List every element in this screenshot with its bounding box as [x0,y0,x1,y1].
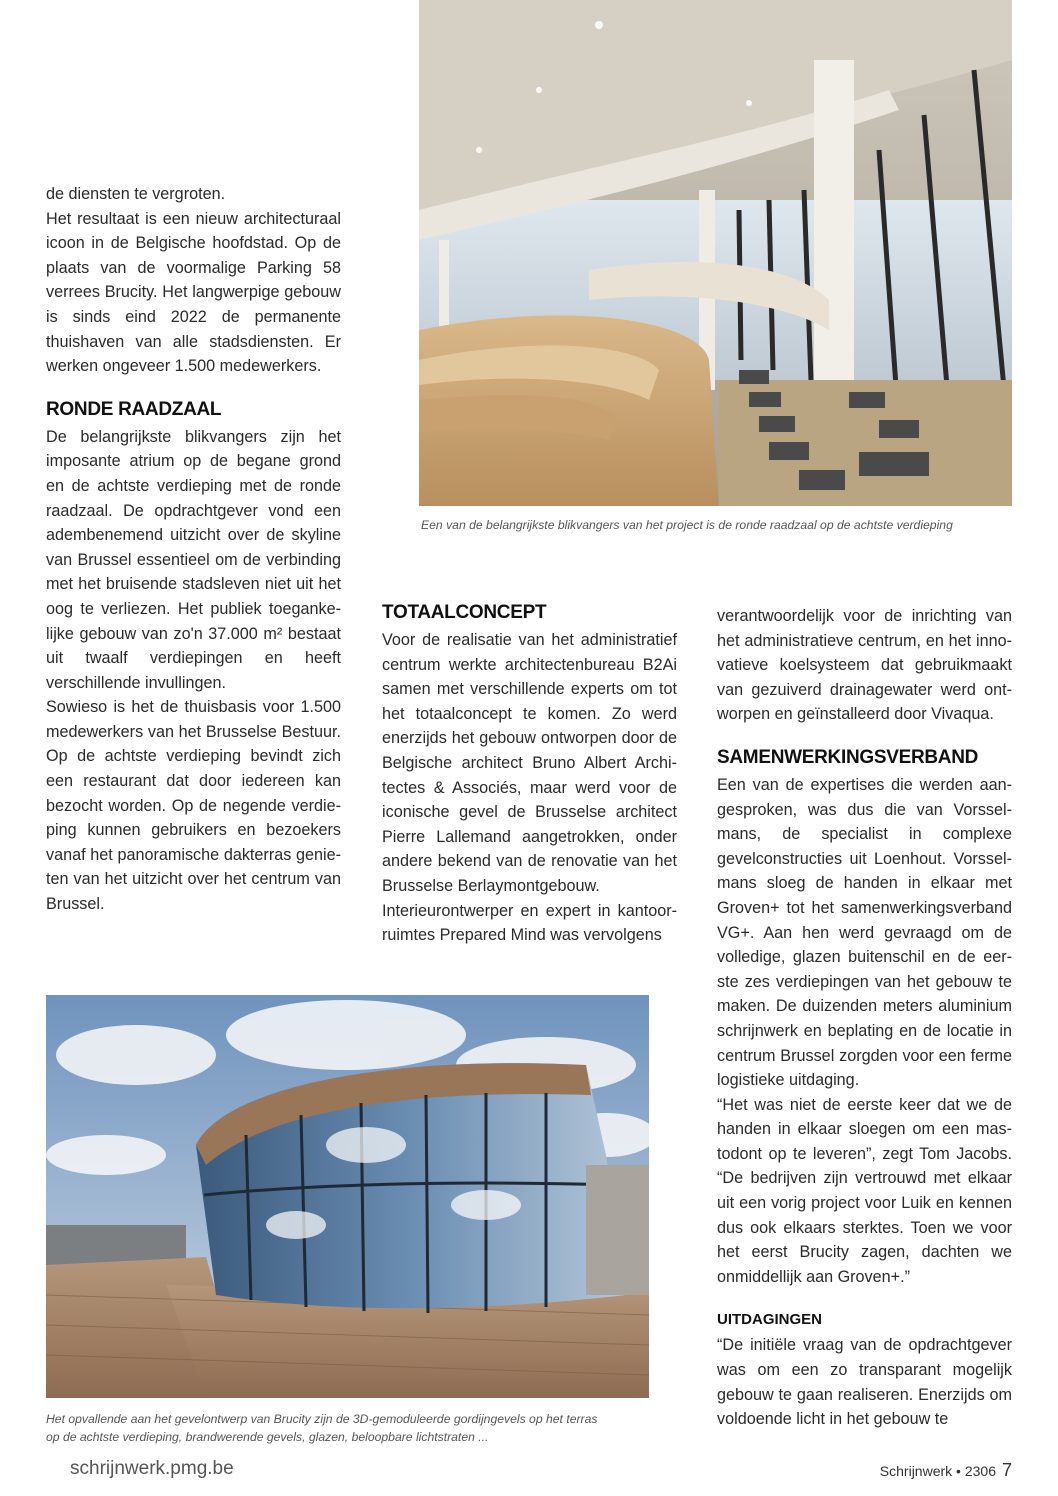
paragraph: Een van de expertises die werden aangesproken, was dus die van Vorsselmans, de specialist in complexe gevelconstructies uit Loenhout. Vorsselmans sloeg de handen in elkaar met Groven+ tot het samenwerkingsverband VG+. Aan hen werd gevraagd om de volledige, glazen buitenschil en de eerste zes verdiepingen van het gebouw te maken. De duizenden meters aluminium schrijnwerk en beplating en de locatie in centrum Brussel zorgden voor een ferme logistieke uitdaging. [717,775,1012,1090]
heading-samenwerkingsverband: SAMENWERKINGSVERBAND [717,746,979,768]
intro-paragraph: verantwoordelijk voor de inrichting van het administratieve centrum, en het innovatieve koelsysteem dat gebruikmaakt van gezuiverd drainagewater werd ontworpen en geïnstalleerd door Vivaqua. [717,607,1012,724]
paragraph: Interieurontwerper en expert in kantoorruimtes Prepared Mind was vervolgens [382,901,677,945]
heading-ronde-raadzaal: RONDE RAADZAAL [46,398,222,420]
column-2 [382,600,677,948]
intro-line: de diensten te vergroten. [46,185,226,203]
heading-uitdagingen: UITDAGINGEN [717,1311,822,1329]
paragraph: Sowieso is het de thuisbasis voor 1.500 medewerkers van het Brusselse Bestuur. Op de achtste verdieping bevindt zich een restaurant dat door iedereen kan bezocht worden. Op de negende verdieping kunnen gebruikers en bezoekers vanaf het panoramische dakterras genieten van het uitzicht over het centrum van Brussel. [46,698,341,914]
paragraph: “De initiële vraag van de opdrachtgever was om een zo transparant mogelijk gebouw te gaan realiseren. Enerzijds om voldoende licht in het gebouw te [717,1336,1012,1429]
column-3 [717,604,1012,1432]
intro-paragraph: Het resultaat is een nieuw architecturaal icoon in de Belgische hoofdstad. Op de plaats van de voormalige Parking 58 verrees Brucity. Het langwerpige gebouw is sinds eind 2022 de permanente thuishaven van alle stadsdiensten. Er werken ongeveer 1.500 medewerkers. [46,209,341,376]
column-1 [46,182,341,917]
page-number: 7 [1001,1460,1012,1480]
bottom-photo-caption: Het opvallende aan het gevelontwerp van Brucity zijn de 3D-gemoduleerde gordijngevels op het terras op de achtste verdieping, brandwerende gevels, glazen, beloopbare lichtstraten ... [46,1412,598,1444]
page-footer [880,1460,1012,1481]
heading-totaalconcept: TOTAALCONCEPT [382,602,547,623]
paragraph: De belangrijkste blikvangers zijn het imposante atrium op de begane grond en de achtste verdieping met de ronde raadzaal. De opdrachtgever vond een adembenemend uitzicht over de skyline van Brussel essentieel om de verbinding met het bruisende stadsleven niet uit het oog te verliezen. Het publiek toegankelijke gebouw van zo'n 37.000 m² bestaat uit twaalf verdiepingen en heeft verschillende invullingen. [46,427,341,692]
facade-photo [46,995,649,1398]
council-hall-photo [419,0,1012,506]
website-link[interactable]: schrijnwerk.pmg.be [70,1458,234,1479]
paragraph: “Het was niet de eerste keer dat we de handen in elkaar sloegen om een mastodont op te leveren”, zegt Tom Jacobs. “De bedrijven zijn vertrouwd met elkaar uit een vorig project voor Luik en kennen dus ook elkaars sterktes. Toen we voor het eerst Brucity zagen, dachten we onmiddellijk aan Groven+.” [717,1095,1012,1286]
paragraph: Voor de realisatie van het administratief centrum werkte architectenbureau B2Ai samen met verschillende experts om tot het totaalconcept te komen. Zo werd enerzijds het gebouw ontworpen door de Belgische architect Bruno Albert Architectes & Associés, maar werd voor de iconische gevel de Brusselse architect Pierre Lallemand aangetrokken, onder andere bekend van de renovatie van het Brusselse Berlaymontgebouw. [382,631,677,895]
issue-label: Schrijnwerk • 2306 [879,1463,996,1479]
top-photo-caption: Een van de belangrijkste blikvangers van het project is de ronde raadzaal op de achtste verdieping [421,518,953,532]
